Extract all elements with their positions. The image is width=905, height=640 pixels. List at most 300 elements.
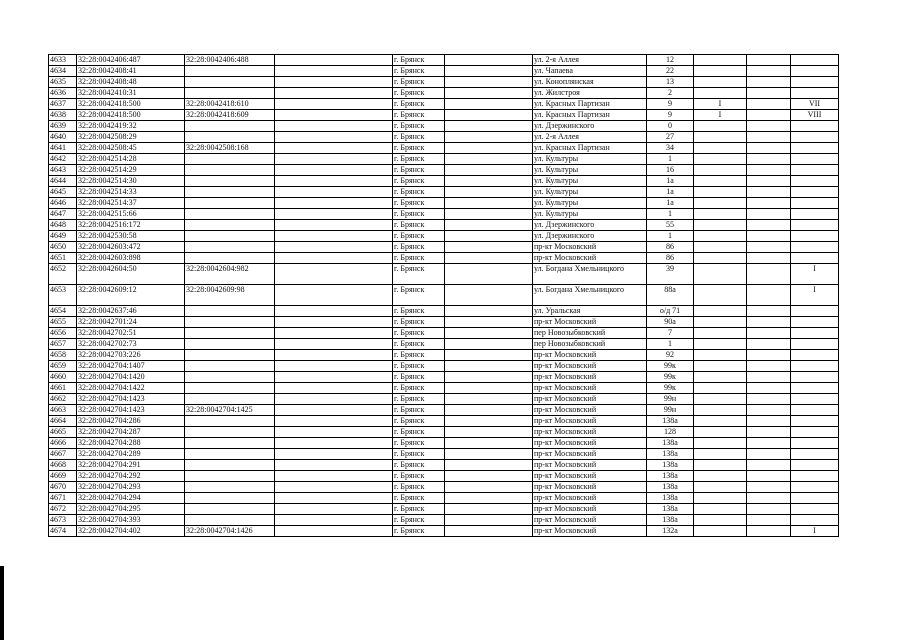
- empty-cell: [747, 460, 791, 471]
- row-number: 4657: [49, 339, 77, 350]
- roman-numeral-cell: [791, 350, 839, 361]
- empty-cell: [275, 405, 393, 416]
- empty-cell: [747, 264, 791, 285]
- street-cell: пр-кт Московский: [533, 427, 647, 438]
- related-cadastral: [185, 515, 275, 526]
- extra-mark-cell: [694, 154, 747, 165]
- city-cell: г. Брянск: [393, 187, 445, 198]
- roman-numeral-cell: [791, 132, 839, 143]
- empty-cell: [445, 339, 533, 350]
- street-cell: ул. Культуры: [533, 165, 647, 176]
- row-number: 4633: [49, 55, 77, 66]
- street-cell: ул. Богдана Хмельницкого: [533, 264, 647, 285]
- table-row: [49, 405, 839, 416]
- empty-cell: [747, 66, 791, 77]
- street-cell: ул. Жилстроя: [533, 88, 647, 99]
- table-row: [49, 66, 839, 77]
- roman-numeral-cell: [791, 306, 839, 317]
- empty-cell: [275, 154, 393, 165]
- empty-cell: [445, 165, 533, 176]
- table-row: [49, 372, 839, 383]
- roman-numeral-cell: [791, 427, 839, 438]
- street-cell: ул. Дзержинского: [533, 231, 647, 242]
- empty-cell: [445, 372, 533, 383]
- related-cadastral: [185, 504, 275, 515]
- extra-mark-cell: I: [694, 99, 747, 110]
- related-cadastral: 32:28:0042704:1425: [185, 405, 275, 416]
- extra-mark-cell: [694, 482, 747, 493]
- house-number: 1а: [647, 176, 694, 187]
- empty-cell: [747, 350, 791, 361]
- empty-cell: [275, 132, 393, 143]
- related-cadastral: [185, 493, 275, 504]
- table-row: [49, 209, 839, 220]
- house-number: 88а: [647, 285, 694, 306]
- city-cell: г. Брянск: [393, 460, 445, 471]
- empty-cell: [747, 209, 791, 220]
- row-number: 4670: [49, 482, 77, 493]
- empty-cell: [275, 339, 393, 350]
- empty-cell: [747, 306, 791, 317]
- empty-cell: [275, 427, 393, 438]
- roman-numeral-cell: [791, 405, 839, 416]
- empty-cell: [445, 55, 533, 66]
- extra-mark-cell: [694, 383, 747, 394]
- street-cell: ул. Дзержинского: [533, 121, 647, 132]
- empty-cell: [747, 416, 791, 427]
- street-cell: пр-кт Московский: [533, 515, 647, 526]
- empty-cell: [445, 493, 533, 504]
- street-cell: ул. Культуры: [533, 187, 647, 198]
- related-cadastral: [185, 449, 275, 460]
- empty-cell: [747, 394, 791, 405]
- street-cell: пр-кт Московский: [533, 361, 647, 372]
- house-number: 1: [647, 231, 694, 242]
- row-number: 4662: [49, 394, 77, 405]
- city-cell: г. Брянск: [393, 372, 445, 383]
- empty-cell: [747, 187, 791, 198]
- cadastral-number: 32:28:0042514:33: [77, 187, 185, 198]
- row-number: 4639: [49, 121, 77, 132]
- table-row: [49, 88, 839, 99]
- street-cell: ул. 2-я Аллея: [533, 132, 647, 143]
- house-number: 1а: [647, 187, 694, 198]
- empty-cell: [747, 317, 791, 328]
- house-number: 7: [647, 328, 694, 339]
- table-row: [49, 285, 839, 306]
- roman-numeral-cell: [791, 361, 839, 372]
- empty-cell: [747, 372, 791, 383]
- empty-cell: [445, 77, 533, 88]
- table-row: [49, 394, 839, 405]
- empty-cell: [445, 88, 533, 99]
- street-cell: ул. Коноплянская: [533, 77, 647, 88]
- extra-mark-cell: [694, 121, 747, 132]
- street-cell: ул. Богдана Хмельницкого: [533, 285, 647, 306]
- house-number: 138а: [647, 438, 694, 449]
- registry-table: [48, 54, 839, 537]
- extra-mark-cell: [694, 253, 747, 264]
- house-number: 86: [647, 253, 694, 264]
- row-number: 4654: [49, 306, 77, 317]
- city-cell: г. Брянск: [393, 176, 445, 187]
- related-cadastral: [185, 121, 275, 132]
- empty-cell: [445, 438, 533, 449]
- empty-cell: [747, 427, 791, 438]
- city-cell: г. Брянск: [393, 220, 445, 231]
- roman-numeral-cell: [791, 449, 839, 460]
- related-cadastral: [185, 132, 275, 143]
- cadastral-number: 32:28:0042410:31: [77, 88, 185, 99]
- roman-numeral-cell: [791, 482, 839, 493]
- city-cell: г. Брянск: [393, 504, 445, 515]
- empty-cell: [275, 198, 393, 209]
- empty-cell: [275, 482, 393, 493]
- city-cell: г. Брянск: [393, 231, 445, 242]
- extra-mark-cell: [694, 198, 747, 209]
- roman-numeral-cell: [791, 220, 839, 231]
- row-number: 4672: [49, 504, 77, 515]
- empty-cell: [445, 132, 533, 143]
- table-row: [49, 306, 839, 317]
- cadastral-number: 32:28:0042704:1423: [77, 405, 185, 416]
- related-cadastral: 32:28:0042418:610: [185, 99, 275, 110]
- city-cell: г. Брянск: [393, 317, 445, 328]
- empty-cell: [275, 383, 393, 394]
- related-cadastral: [185, 438, 275, 449]
- row-number: 4659: [49, 361, 77, 372]
- city-cell: г. Брянск: [393, 482, 445, 493]
- empty-cell: [747, 449, 791, 460]
- empty-cell: [275, 99, 393, 110]
- extra-mark-cell: [694, 471, 747, 482]
- extra-mark-cell: [694, 504, 747, 515]
- extra-mark-cell: [694, 176, 747, 187]
- related-cadastral: [185, 77, 275, 88]
- row-number: 4647: [49, 209, 77, 220]
- table-row: [49, 99, 839, 110]
- roman-numeral-cell: [791, 209, 839, 220]
- empty-cell: [275, 350, 393, 361]
- empty-cell: [275, 253, 393, 264]
- roman-numeral-cell: [791, 187, 839, 198]
- related-cadastral: [185, 328, 275, 339]
- empty-cell: [275, 449, 393, 460]
- empty-cell: [445, 253, 533, 264]
- city-cell: г. Брянск: [393, 165, 445, 176]
- empty-cell: [747, 154, 791, 165]
- table-row: [49, 110, 839, 121]
- related-cadastral: [185, 372, 275, 383]
- cadastral-number: 32:28:0042637:46: [77, 306, 185, 317]
- empty-cell: [275, 187, 393, 198]
- city-cell: г. Брянск: [393, 242, 445, 253]
- cadastral-number: 32:28:0042514:28: [77, 154, 185, 165]
- roman-numeral-cell: [791, 55, 839, 66]
- street-cell: пр-кт Московский: [533, 317, 647, 328]
- related-cadastral: [185, 88, 275, 99]
- empty-cell: [275, 110, 393, 121]
- cadastral-number: 32:28:0042604:50: [77, 264, 185, 285]
- city-cell: г. Брянск: [393, 285, 445, 306]
- empty-cell: [445, 482, 533, 493]
- table-row: [49, 526, 839, 537]
- empty-cell: [747, 515, 791, 526]
- roman-numeral-cell: [791, 77, 839, 88]
- related-cadastral: [185, 165, 275, 176]
- city-cell: г. Брянск: [393, 339, 445, 350]
- city-cell: г. Брянск: [393, 383, 445, 394]
- cadastral-number: 32:28:0042514:30: [77, 176, 185, 187]
- empty-cell: [747, 132, 791, 143]
- related-cadastral: [185, 306, 275, 317]
- street-cell: ул. Красных Партизан: [533, 110, 647, 121]
- empty-cell: [445, 264, 533, 285]
- table-row: [49, 176, 839, 187]
- roman-numeral-cell: [791, 328, 839, 339]
- table-row: [49, 154, 839, 165]
- cadastral-number: 32:28:0042704:1422: [77, 383, 185, 394]
- table-row: [49, 242, 839, 253]
- roman-numeral-cell: [791, 504, 839, 515]
- city-cell: г. Брянск: [393, 132, 445, 143]
- roman-numeral-cell: [791, 231, 839, 242]
- extra-mark-cell: [694, 372, 747, 383]
- house-number: 138а: [647, 504, 694, 515]
- roman-numeral-cell: I: [791, 264, 839, 285]
- street-cell: ул. Красных Партизан: [533, 99, 647, 110]
- roman-numeral-cell: [791, 242, 839, 253]
- house-number: 0: [647, 121, 694, 132]
- street-cell: ул. Дзержинского: [533, 220, 647, 231]
- empty-cell: [445, 220, 533, 231]
- table-row: [49, 460, 839, 471]
- table-row: [49, 132, 839, 143]
- street-cell: ул. Культуры: [533, 176, 647, 187]
- city-cell: г. Брянск: [393, 209, 445, 220]
- street-cell: пр-кт Московский: [533, 504, 647, 515]
- street-cell: пр-кт Московский: [533, 438, 647, 449]
- row-number: 4661: [49, 383, 77, 394]
- extra-mark-cell: [694, 350, 747, 361]
- empty-cell: [275, 209, 393, 220]
- row-number: 4644: [49, 176, 77, 187]
- city-cell: г. Брянск: [393, 66, 445, 77]
- related-cadastral: [185, 361, 275, 372]
- house-number: 90а: [647, 317, 694, 328]
- empty-cell: [747, 339, 791, 350]
- house-number: 99к: [647, 361, 694, 372]
- row-number: 4673: [49, 515, 77, 526]
- extra-mark-cell: [694, 438, 747, 449]
- empty-cell: [275, 438, 393, 449]
- cadastral-number: 32:28:0042704:291: [77, 460, 185, 471]
- city-cell: г. Брянск: [393, 526, 445, 537]
- empty-cell: [275, 394, 393, 405]
- cadastral-number: 32:28:0042703:226: [77, 350, 185, 361]
- extra-mark-cell: I: [694, 110, 747, 121]
- city-cell: г. Брянск: [393, 306, 445, 317]
- related-cadastral: 32:28:0042508:168: [185, 143, 275, 154]
- row-number: 4646: [49, 198, 77, 209]
- extra-mark-cell: [694, 526, 747, 537]
- scan-edge-mark: [0, 566, 4, 640]
- empty-cell: [747, 99, 791, 110]
- cadastral-number: 32:28:0042704:287: [77, 427, 185, 438]
- extra-mark-cell: [694, 285, 747, 306]
- house-number: 99к: [647, 372, 694, 383]
- extra-mark-cell: [694, 515, 747, 526]
- related-cadastral: 32:28:0042609:98: [185, 285, 275, 306]
- empty-cell: [747, 220, 791, 231]
- roman-numeral-cell: [791, 317, 839, 328]
- roman-numeral-cell: VIII: [791, 110, 839, 121]
- related-cadastral: [185, 471, 275, 482]
- empty-cell: [445, 242, 533, 253]
- row-number: 4674: [49, 526, 77, 537]
- city-cell: г. Брянск: [393, 449, 445, 460]
- city-cell: г. Брянск: [393, 121, 445, 132]
- row-number: 4655: [49, 317, 77, 328]
- street-cell: пр-кт Московский: [533, 471, 647, 482]
- related-cadastral: [185, 350, 275, 361]
- empty-cell: [445, 449, 533, 460]
- related-cadastral: [185, 460, 275, 471]
- city-cell: г. Брянск: [393, 328, 445, 339]
- extra-mark-cell: [694, 317, 747, 328]
- roman-numeral-cell: [791, 339, 839, 350]
- street-cell: пр-кт Московский: [533, 526, 647, 537]
- roman-numeral-cell: [791, 515, 839, 526]
- house-number: 99к: [647, 383, 694, 394]
- roman-numeral-cell: [791, 394, 839, 405]
- empty-cell: [445, 306, 533, 317]
- empty-cell: [445, 285, 533, 306]
- extra-mark-cell: [694, 394, 747, 405]
- empty-cell: [747, 482, 791, 493]
- street-cell: пер Новозыбковский: [533, 339, 647, 350]
- row-number: 4660: [49, 372, 77, 383]
- related-cadastral: [185, 66, 275, 77]
- empty-cell: [445, 187, 533, 198]
- roman-numeral-cell: [791, 143, 839, 154]
- row-number: 4666: [49, 438, 77, 449]
- roman-numeral-cell: [791, 176, 839, 187]
- roman-numeral-cell: [791, 253, 839, 264]
- row-number: 4651: [49, 253, 77, 264]
- street-cell: пр-кт Московский: [533, 449, 647, 460]
- street-cell: ул. Культуры: [533, 198, 647, 209]
- empty-cell: [747, 143, 791, 154]
- table-row: [49, 143, 839, 154]
- empty-cell: [747, 405, 791, 416]
- roman-numeral-cell: I: [791, 285, 839, 306]
- empty-cell: [747, 77, 791, 88]
- cadastral-number: 32:28:0042704:288: [77, 438, 185, 449]
- house-number: 138а: [647, 416, 694, 427]
- empty-cell: [275, 77, 393, 88]
- house-number: 27: [647, 132, 694, 143]
- empty-cell: [445, 110, 533, 121]
- extra-mark-cell: [694, 242, 747, 253]
- related-cadastral: 32:28:0042418:609: [185, 110, 275, 121]
- table-row: [49, 77, 839, 88]
- table-row: [49, 471, 839, 482]
- empty-cell: [275, 460, 393, 471]
- roman-numeral-cell: [791, 383, 839, 394]
- house-number: 16: [647, 165, 694, 176]
- house-number: 55: [647, 220, 694, 231]
- row-number: 4656: [49, 328, 77, 339]
- house-number: 138а: [647, 471, 694, 482]
- city-cell: г. Брянск: [393, 99, 445, 110]
- city-cell: г. Брянск: [393, 405, 445, 416]
- empty-cell: [445, 350, 533, 361]
- city-cell: г. Брянск: [393, 361, 445, 372]
- city-cell: г. Брянск: [393, 55, 445, 66]
- cadastral-number: 32:28:0042704:286: [77, 416, 185, 427]
- street-cell: пр-кт Московский: [533, 416, 647, 427]
- related-cadastral: [185, 383, 275, 394]
- street-cell: пр-кт Московский: [533, 253, 647, 264]
- extra-mark-cell: [694, 143, 747, 154]
- cadastral-number: 32:28:0042515:66: [77, 209, 185, 220]
- street-cell: пр-кт Московский: [533, 372, 647, 383]
- empty-cell: [445, 176, 533, 187]
- related-cadastral: [185, 209, 275, 220]
- empty-cell: [445, 427, 533, 438]
- row-number: 4671: [49, 493, 77, 504]
- house-number: 138а: [647, 515, 694, 526]
- empty-cell: [747, 526, 791, 537]
- extra-mark-cell: [694, 187, 747, 198]
- empty-cell: [275, 231, 393, 242]
- street-cell: пр-кт Московский: [533, 405, 647, 416]
- extra-mark-cell: [694, 264, 747, 285]
- roman-numeral-cell: [791, 88, 839, 99]
- city-cell: г. Брянск: [393, 471, 445, 482]
- street-cell: пр-кт Московский: [533, 383, 647, 394]
- row-number: 4637: [49, 99, 77, 110]
- empty-cell: [445, 526, 533, 537]
- empty-cell: [445, 405, 533, 416]
- empty-cell: [275, 493, 393, 504]
- empty-cell: [747, 176, 791, 187]
- city-cell: г. Брянск: [393, 88, 445, 99]
- empty-cell: [445, 515, 533, 526]
- empty-cell: [747, 504, 791, 515]
- table-row: [49, 482, 839, 493]
- empty-cell: [445, 328, 533, 339]
- related-cadastral: [185, 176, 275, 187]
- table-row: [49, 383, 839, 394]
- extra-mark-cell: [694, 339, 747, 350]
- table-row: [49, 515, 839, 526]
- related-cadastral: [185, 339, 275, 350]
- house-number: о/д 71: [647, 306, 694, 317]
- house-number: 138а: [647, 493, 694, 504]
- roman-numeral-cell: [791, 460, 839, 471]
- cadastral-number: 32:28:0042704:294: [77, 493, 185, 504]
- street-cell: ул. 2-я Аллея: [533, 55, 647, 66]
- row-number: 4667: [49, 449, 77, 460]
- cadastral-number: 32:28:0042406:487: [77, 55, 185, 66]
- cadastral-number: 32:28:0042702:73: [77, 339, 185, 350]
- table-row: [49, 339, 839, 350]
- empty-cell: [275, 285, 393, 306]
- empty-cell: [445, 66, 533, 77]
- empty-cell: [445, 143, 533, 154]
